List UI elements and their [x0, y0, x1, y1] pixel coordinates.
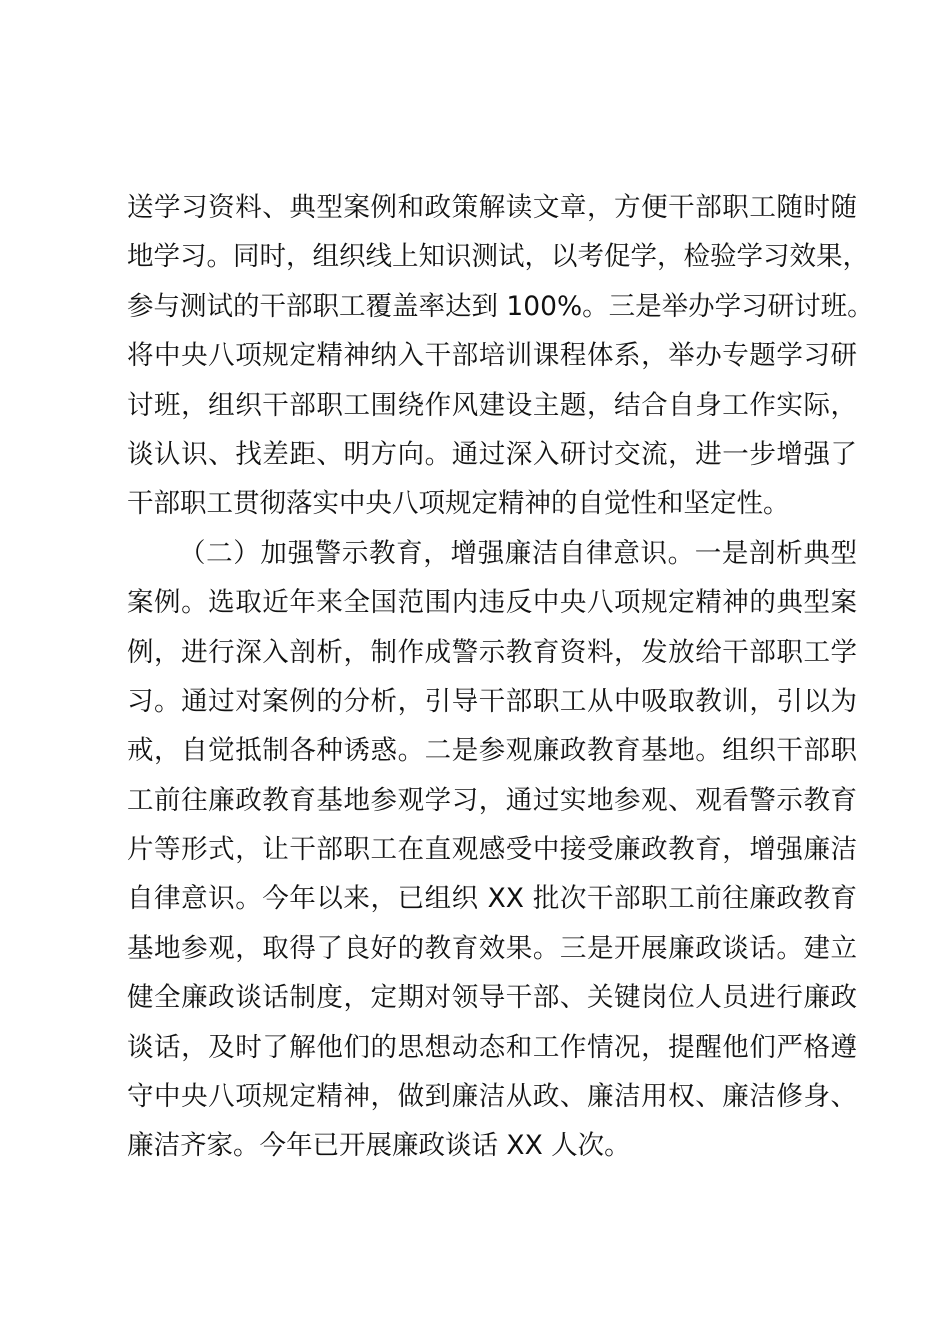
text-line: 片等形式，让干部职工在直观感受中接受廉政教育，增强廉洁 — [127, 834, 857, 866]
section-heading-line: （二）加强警示教育，增强廉洁自律意识。一是剖析典型 — [179, 537, 857, 569]
text-line: 地学习。同时，组织线上知识测试，以考促学，检验学习效果， — [127, 241, 869, 273]
text-line: 送学习资料、典型案例和政策解读文章，方便干部职工随时随 — [127, 192, 857, 223]
text-line: 例，进行深入剖析，制作成警示教育资料，发放给干部职工学 — [127, 636, 857, 668]
text-line: 习。通过对案例的分析，引导干部职工从中吸取教训，引以为 — [127, 685, 857, 717]
text-line: 谈话，及时了解他们的思想动态和工作情况，提醒他们严格遵 — [127, 1031, 857, 1063]
text-line: 讨班，组织干部职工围绕作风建设主题，结合自身工作实际， — [127, 389, 857, 421]
text-line: 工前往廉政教育基地参观学习，通过实地参观、观看警示教育 — [127, 784, 857, 816]
text-line: 参与测试的干部职工覆盖率达到 100%。三是举办学习研讨班。 — [127, 290, 874, 322]
text-line: 戒，自觉抵制各种诱惑。二是参观廉政教育基地。组织干部职 — [127, 735, 857, 767]
text-line: 谈认识、找差距、明方向。通过深入研讨交流，进一步增强了 — [127, 438, 857, 470]
text-line: 干部职工贯彻落实中央八项规定精神的自觉性和坚定性。 — [127, 488, 790, 520]
body-text — [127, 183, 874, 1171]
text-line: 廉洁齐家。今年已开展廉政谈话 XX 人次。 — [127, 1130, 631, 1162]
text-line: 案例。选取近年来全国范围内违反中央八项规定精神的典型案 — [127, 587, 857, 619]
text-line: 基地参观，取得了良好的教育效果。三是开展廉政谈话。建立 — [127, 932, 857, 964]
text-line: 自律意识。今年以来，已组织 XX 批次干部职工前往廉政教育 — [127, 883, 857, 915]
text-line: 守中央八项规定精神，做到廉洁从政、廉洁用权、廉洁修身、 — [127, 1081, 857, 1113]
text-line: 健全廉政谈话制度，定期对领导干部、关键岗位人员进行廉政 — [127, 982, 857, 1014]
text-line: 将中央八项规定精神纳入干部培训课程体系，举办专题学习研 — [127, 340, 857, 372]
